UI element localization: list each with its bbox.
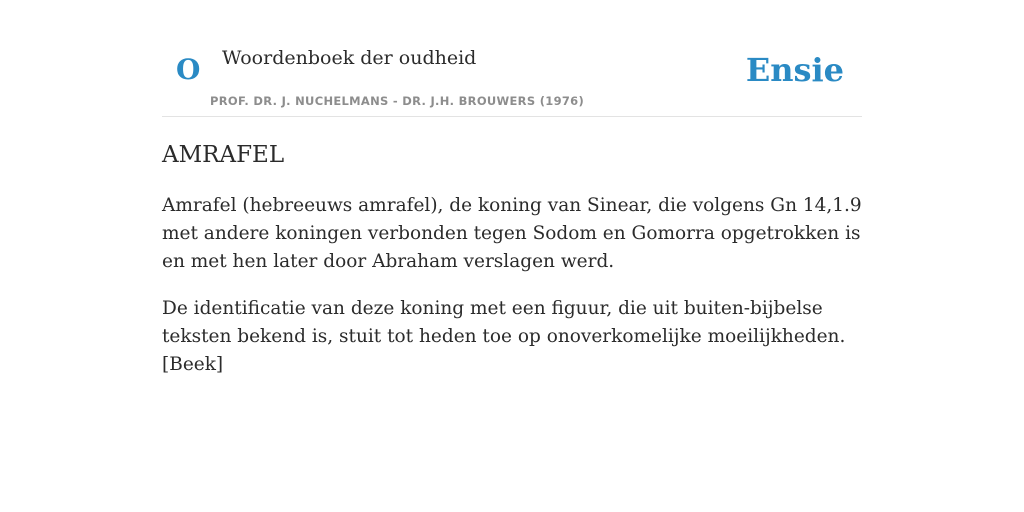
page-container <box>162 0 862 375</box>
entry-paragraph: Amrafel (hebreeuws amrafel), de koning van Sinear, die volgens Gn 14,1.9 met andere koningen verbonden tegen Sodom en Gomorra opgetrokken is en met hen later door Abraham verslagen werd. <box>162 195 862 272</box>
brand-logo-link[interactable]: Ensie <box>745 51 844 89</box>
entry-body <box>162 192 862 398</box>
dictionary-header <box>162 0 862 117</box>
entry-title: AMRAFEL <box>162 142 285 168</box>
entry-paragraph: De identificatie van deze koning met een figuur, die uit buiten-bijbelse teksten bekend is, stuit tot heden toe op onoverkomelijke moeilijkheden. [Beek] <box>162 298 846 375</box>
dictionary-letter-link[interactable]: O <box>176 53 201 86</box>
dictionary-authors: PROF. DR. J. NUCHELMANS - DR. J.H. BROUWERS (1976) <box>210 94 585 108</box>
dictionary-title[interactable]: Woordenboek der oudheid <box>222 47 477 69</box>
